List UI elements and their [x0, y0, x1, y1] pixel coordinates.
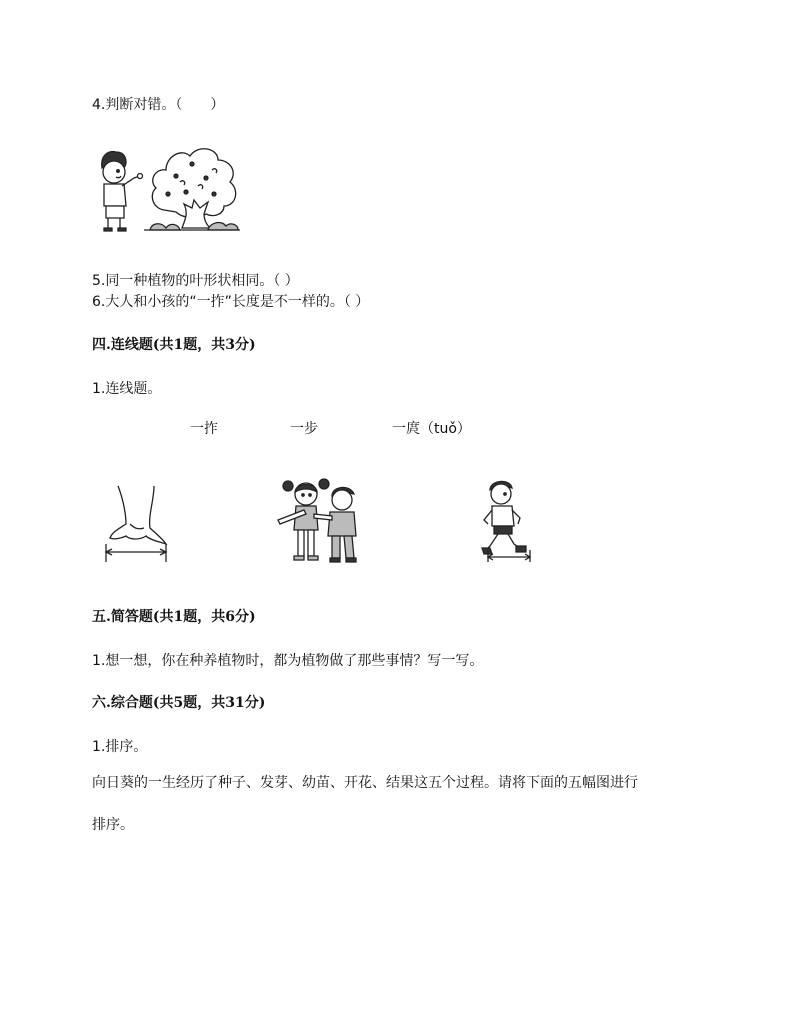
label-yi-zha: 一拃 [190, 421, 218, 437]
section-6-paragraph-line-1: 向日葵的一生经历了种子、发芽、幼苗、开花、结果这五个过程。请将下面的五幅图进行 [92, 775, 638, 791]
section-6-question-1: 1.排序。 [92, 739, 148, 755]
question-6: 6.大人和小孩的“一拃”长度是不一样的。（ ） [92, 294, 370, 310]
label-yi-bu: 一步 [290, 421, 318, 437]
boy-touching-tree-illustration [94, 142, 244, 234]
question-4: 4.判断对错。（ ） [92, 97, 225, 113]
hand-span-illustration [100, 486, 172, 566]
section-4-heading: 四.连线题(共1题，共3分) [92, 337, 256, 353]
two-children-measuring-illustration [274, 474, 368, 566]
section-5-question-1: 1.想一想，你在种养植物时，都为植物做了那些事情？写一写。 [92, 653, 484, 669]
label-yi-tuo: 一庹（tuǒ） [392, 421, 471, 437]
section-6-paragraph-line-2: 排序。 [92, 817, 134, 833]
question-5: 5.同一种植物的叶形状相同。（ ） [92, 273, 299, 289]
section-5-heading: 五.简答题(共1题，共6分) [92, 609, 256, 625]
section-6-heading: 六.综合题(共5题，共31分) [92, 695, 266, 711]
boy-walking-step-illustration [478, 478, 538, 564]
section-4-question-1: 1.连线题。 [92, 381, 162, 397]
